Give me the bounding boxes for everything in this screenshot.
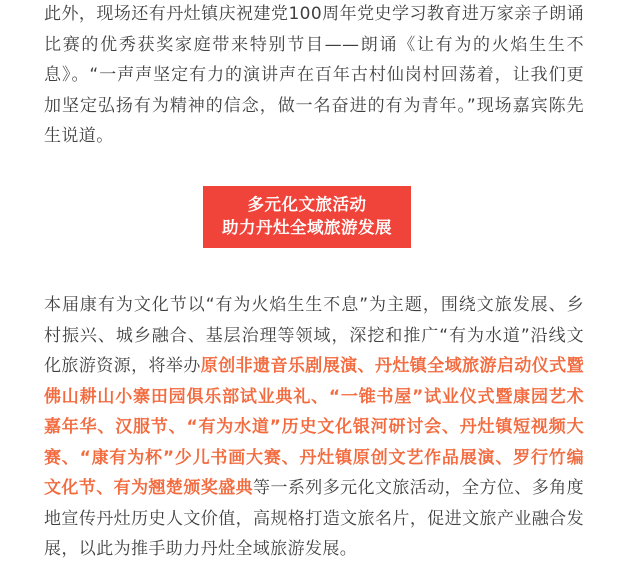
section-heading-line-1: 多元化文旅活动 xyxy=(247,195,367,214)
highlighted-event-list: 原创非遗音乐剧展演、丹灶镇全域旅游启动仪式暨佛山耕山小寨田园俱乐部试业典礼、“一锥书屋”试业仪式暨康园艺术嘉年华、汉服节、“有为水道”历史文化银河研讨会、丹灶镇短视频大赛、“康有为杯”少儿书画大赛、丹灶镇原创文艺作品展演、罗行竹编文化节、有为翘楚颁奖盛典 xyxy=(44,356,584,498)
paragraph-2-intro-text: 本届康有为文化节以“有为火焰生生不息”为主题，围绕文旅发展、乡村振兴、城乡融合、基层治理等领域，深挖和推广“有为水道”沿线文化旅游资源，将举办 xyxy=(44,295,584,376)
paragraph-2-closing-text: 等一系列多元化文旅活动，全方位、多角度地宣传丹灶历史人文价值，高规格打造文旅名片，促进文旅产业融合发展，以此为推手助力丹灶全域旅游发展。 xyxy=(44,478,584,559)
article-paragraph-1: 此外，现场还有丹灶镇庆祝建党100周年党史学习教育进万家亲子朗诵比赛的优秀获奖家庭带来特别节目——朗诵《让有为的火焰生生不息》。“一声声坚定有力的演讲声在百年古村仙岗村回荡着，让我们更加坚定弘扬有为精神的信念，做一名奋进的有为青年。”现场嘉宾陈先生说道。 xyxy=(44,4,584,146)
section-heading-line-2: 助力丹灶全域旅游发展 xyxy=(222,218,392,237)
section-heading-banner xyxy=(203,186,411,248)
article-paragraph-2 xyxy=(44,290,584,565)
